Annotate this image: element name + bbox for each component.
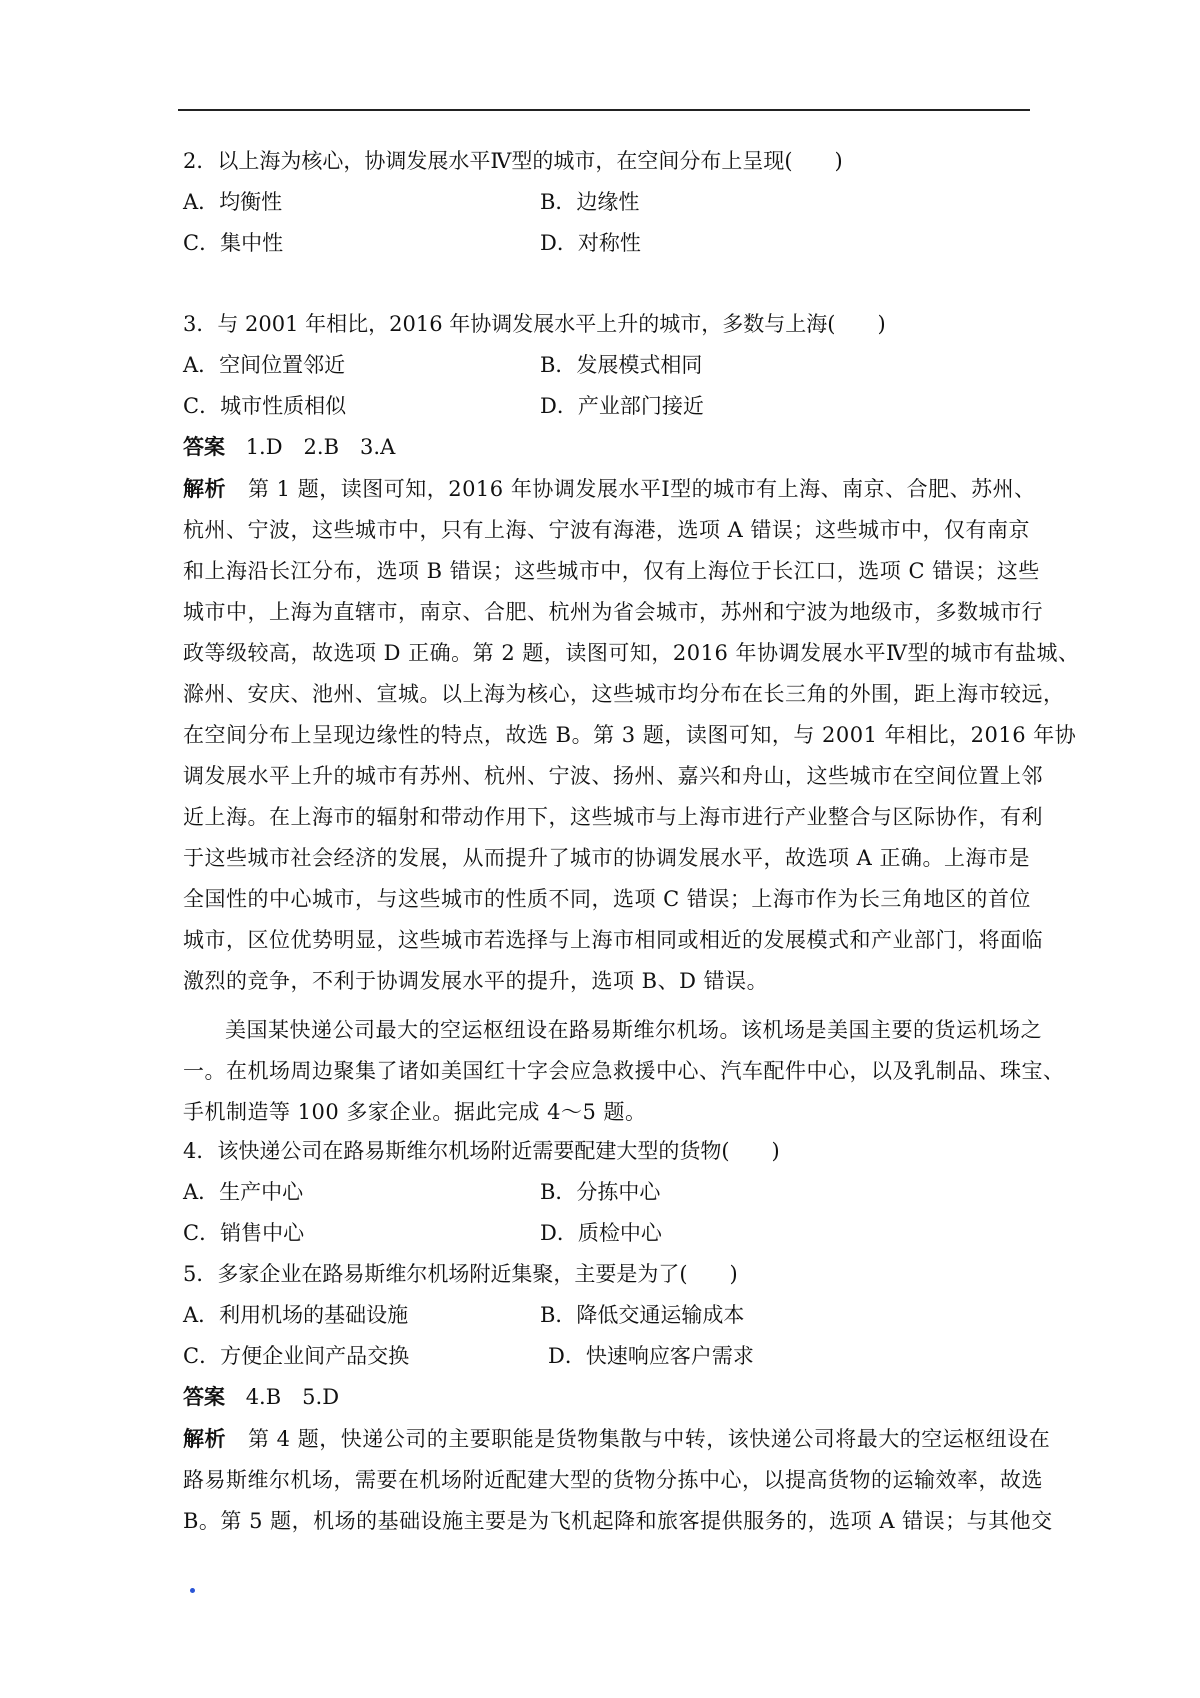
analysis-line (183, 1424, 1051, 1454)
q4-option-a: A．生产中心 (183, 1180, 304, 1204)
answer-block-1 (183, 433, 1025, 461)
q3-option-d: D．产业部门接近 (540, 394, 704, 418)
material-line: 美国某快递公司最大的空运枢纽设在路易斯维尔机场。该机场是美国主要的货运机场之 (225, 1018, 1042, 1042)
q4-option-d: D．质检中心 (540, 1221, 662, 1245)
answer-text: 1.D 2.B 3.A (245, 435, 396, 459)
analysis-line: 城市，区位优势明显，这些城市若选择与上海市相同或相近的发展模式和产业部门，将面临 (183, 928, 1043, 952)
q2-option-b: B．边缘性 (540, 190, 640, 214)
q5-option-c: C．方便企业间产品交换 (183, 1344, 410, 1368)
q4-option-b: B．分拣中心 (540, 1180, 661, 1204)
analysis-line: 滁州、安庆、池州、宣城。以上海为核心，这些城市均分布在长三角的外围，距上海市较远， (183, 682, 1065, 706)
q3-option-c: C．城市性质相似 (183, 394, 347, 418)
q5-option-a: A．利用机场的基础设施 (183, 1303, 409, 1327)
analysis-text: 第 4 题，快递公司的主要职能是货物集散与中转，该快递公司将最大的空运枢纽设在 (248, 1427, 1051, 1451)
answer-text: 4.B 5.D (245, 1385, 340, 1409)
analysis-line: 于这些城市社会经济的发展，从而提升了城市的协调发展水平，故选项 A 正确。上海市是 (183, 846, 1031, 870)
q5-options-row-1 (183, 1301, 1025, 1329)
q2-options-row-1 (183, 188, 1025, 216)
analysis-line: 调发展水平上升的城市有苏州、杭州、宁波、扬州、嘉兴和舟山，这些城市在空间位置上邻 (183, 764, 1043, 788)
q2-option-c: C．集中性 (183, 231, 284, 255)
q2-option-a: A．均衡性 (183, 190, 283, 214)
q4-option-c: C．销售中心 (183, 1221, 305, 1245)
answer-label: 答案 (183, 435, 225, 459)
analysis-line: 杭州、宁波，这些城市中，只有上海、宁波有海港，选项 A 错误；这些城市中，仅有南京 (183, 518, 1031, 542)
q4-options-row-2 (183, 1219, 1025, 1247)
q2-stem: 2．以上海为核心，协调发展水平Ⅳ型的城市，在空间分布上呈现( ) (183, 149, 843, 173)
analysis-line: 和上海沿长江分布，选项 B 错误；这些城市中，仅有上海位于长江口，选项 C 错误；这些 (183, 559, 1040, 583)
q5-option-d: D．快速响应客户需求 (548, 1344, 754, 1368)
analysis-line: 全国性的中心城市，与这些城市的性质不同，选项 C 错误；上海市作为长三角地区的首位 (183, 887, 1031, 911)
analysis-line: 路易斯维尔机场，需要在机场附近配建大型的货物分拣中心，以提高货物的运输效率，故选 (183, 1468, 1043, 1492)
q3-stem: 3．与 2001 年相比，2016 年协调发展水平上升的城市，多数与上海( ) (183, 312, 886, 336)
q3-options-row-2 (183, 392, 1025, 420)
answer-label: 答案 (183, 1385, 225, 1409)
q3-options-row-1 (183, 351, 1025, 379)
material-line: 一。在机场周边聚集了诸如美国红十字会应急救援中心、汽车配件中心，以及乳制品、珠宝、 (183, 1059, 1065, 1083)
analysis-label: 解析 (183, 1427, 226, 1451)
answer-block-2 (183, 1383, 1025, 1411)
q4-stem: 4．该快递公司在路易斯维尔机场附近需要配建大型的货物( ) (183, 1139, 780, 1163)
bullet-dot-icon (190, 1588, 195, 1593)
q2-options-row-2 (183, 229, 1025, 257)
q4-options-row-1 (183, 1178, 1025, 1206)
analysis-line: 政等级较高，故选项 D 正确。第 2 题，读图可知，2016 年协调发展水平Ⅳ型的城市有盐城、 (183, 641, 1080, 665)
q5-options-row-2 (183, 1342, 1025, 1370)
q3-option-a: A．空间位置邻近 (183, 353, 346, 377)
q3-option-b: B．发展模式相同 (540, 353, 703, 377)
q5-option-b: B．降低交通运输成本 (540, 1303, 745, 1327)
analysis-text: 第 1 题，读图可知，2016 年协调发展水平Ⅰ型的城市有上海、南京、合肥、苏州、 (248, 477, 1036, 501)
analysis-line: 城市中，上海为直辖市，南京、合肥、杭州为省会城市，苏州和宁波为地级市，多数城市行 (183, 600, 1043, 624)
analysis-label: 解析 (183, 477, 226, 501)
analysis-line: B。第 5 题，机场的基础设施主要是为飞机起降和旅客提供服务的，选项 A 错误；与其他交 (183, 1509, 1053, 1533)
material-line: 手机制造等 100 多家企业。据此完成 4～5 题。 (183, 1100, 647, 1124)
analysis-line: 近上海。在上海市的辐射和带动作用下，这些城市与上海市进行产业整合与区际协作，有利 (183, 805, 1043, 829)
analysis-line: 激烈的竞争，不利于协调发展水平的提升，选项 B、D 错误。 (183, 969, 769, 993)
q5-stem: 5．多家企业在路易斯维尔机场附近集聚，主要是为了( ) (183, 1262, 738, 1286)
q2-option-d: D．对称性 (540, 231, 641, 255)
header-rule (178, 109, 1030, 111)
analysis-line: 在空间分布上呈现边缘性的特点，故选 B。第 3 题，读图可知，与 2001 年相比，2016 年协 (183, 723, 1077, 747)
analysis-line (183, 474, 1036, 504)
